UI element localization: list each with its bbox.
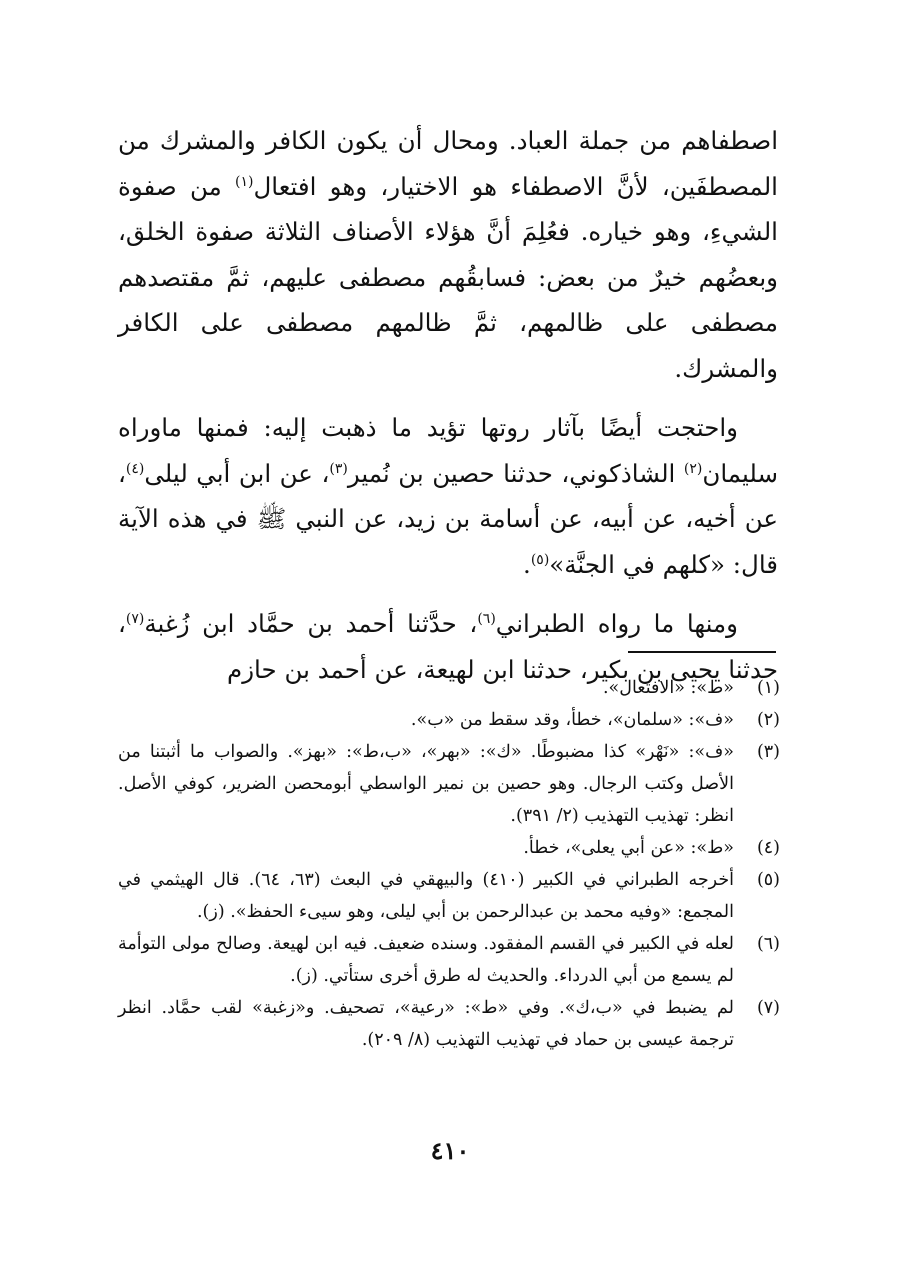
footnote-item (118, 992, 780, 1056)
footnote-item (118, 832, 780, 864)
text-run: ، حدَّثنا أحمد بن حمَّاد ابن زُغبة (144, 609, 478, 638)
text-run: . (523, 549, 531, 579)
text-run: الشاذكوني، حدثنا حصين بن نُمير (347, 458, 684, 488)
footnote-ref-1[interactable]: (١) (234, 173, 254, 190)
footnote-ref-3[interactable]: (٣) (329, 460, 348, 477)
footnote-ref-7[interactable]: (٧) (125, 610, 145, 627)
text-run: ، عن أخيه، عن أبيه، عن أسامة بن زيد، عن النبي ﷺ في هذه الآية قال: «كلهم في الجنَّة» (118, 458, 778, 579)
page-number: ٤١٠ (430, 1136, 470, 1165)
footnote-ref-6[interactable]: (٦) (477, 610, 496, 627)
paragraph-1 (118, 118, 778, 391)
footnote-number: (٦) (756, 934, 780, 954)
footnote-text: «ط»: «عن أبي يعلى»، خطأ. (523, 838, 734, 858)
footnote-number: (٧) (756, 998, 780, 1018)
footnote-number: (٤) (756, 838, 780, 858)
footnote-number: (٢) (756, 710, 780, 730)
main-text (118, 118, 778, 692)
paragraph-2 (118, 405, 778, 587)
footnote-item (118, 736, 780, 832)
footnote-ref-5[interactable]: (٥) (530, 551, 550, 568)
footnote-item (118, 672, 780, 704)
text-run: ومنها ما رواه الطبراني (495, 609, 738, 638)
text-run: من صفوة الشيءِ، وهو خياره. فعُلِمَ أنَّ هؤلاء الأصناف الثلاثة صفوة الخلق، وبعضُهم خيرٌ من بعض: فسابقُهم مصطفى عليهم، ثمَّ مقتصدهم مصطفى على ظالمهم، ثمَّ ظالمهم مصطفى على الكافر والمشرك. (118, 171, 778, 383)
footnote-ref-2[interactable]: (٢) (683, 460, 703, 477)
footnote-separator (628, 651, 776, 653)
footnote-text: «ف»: «سلمان»، خطأ، وقد سقط من «ب». (410, 710, 734, 730)
footnote-number: (٥) (756, 870, 780, 890)
footnote-item (118, 864, 780, 928)
footnote-number: (٣) (756, 742, 780, 762)
footnote-text: «ف»: «نَهْر» كذا مضبوطًا. «ك»: «بهر»، «ب،ط»: «بهز». والصواب ما أثبتنا من الأصل وكتب الرجال. وهو حصين بن نمير الواسطي أبومحصن الضرير، كوفي الأصل. انظر: تهذيب التهذيب (٢/ ٣٩١). (118, 742, 734, 826)
footnote-number: (١) (756, 678, 780, 698)
text-run: واحتجت أيضًا بآثار روتها تؤيد ما ذهبت إليه: فمنها ماوراه سليمان (118, 413, 778, 488)
footnote-item (118, 704, 780, 736)
footnote-text: لعله في الكبير في القسم المفقود. وسنده ضعيف. فيه ابن لهيعة. وصالح مولى التوأمة لم يسمع من أبي الدرداء. والحديث له طرق أخرى ستأتي. (ز). (118, 934, 734, 986)
footnote-item (118, 928, 780, 992)
text-run: ، حدثنا يحيى بن بكير، حدثنا ابن لهيعة، عن أحمد بن حازم (118, 609, 778, 684)
footnote-text: «ط»: «الافتعال». (602, 678, 734, 698)
footnote-text: لم يضبط في «ب،ك». وفي «ط»: «رعية»، تصحيف. و«زغبة» لقب حمَّاد. انظر ترجمة عيسى بن حماد في تهذيب التهذيب (٨/ ٢٠٩). (118, 998, 734, 1050)
text-run: ، عن ابن أبي ليلى (144, 458, 330, 488)
text-run: اصطفاهم من جملة العباد. ومحال أن يكون الكافر والمشرك من المصطفَين، لأنَّ الاصطفاء هو الاختيار، وهو افتعال (118, 126, 778, 201)
footnote-ref-4[interactable]: (٤) (125, 460, 145, 477)
footnotes (118, 672, 780, 1056)
footnote-text: أخرجه الطبراني في الكبير (٤١٠) والبيهقي في البعث (٦٣، ٦٤). قال الهيثمي في المجمع: «وفيه محمد بن عبدالرحمن بن أبي ليلى، وهو سيىء الحفظ». (ز). (118, 870, 734, 922)
